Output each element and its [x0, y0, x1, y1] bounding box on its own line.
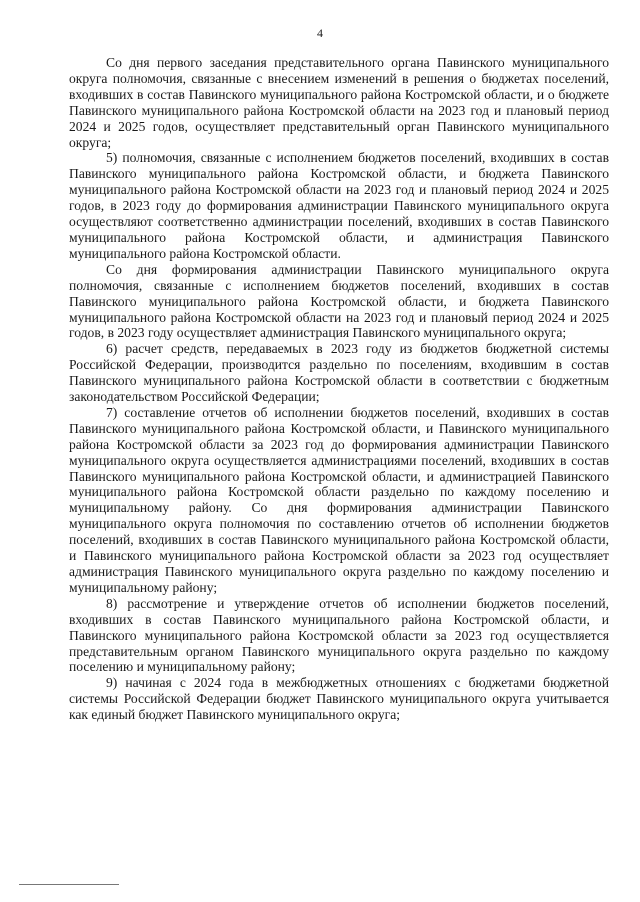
paragraph-item-6: 6) расчет средств, передаваемых в 2023 году из бюджетов бюджетной системы Российской Федерации, производится раздельно по поселениям, входившим в состав Павинского муниципального района Костромской области в соответствии с бюджетным законодательством Российской Федерации;: [69, 341, 609, 405]
paragraph-administration-powers: Со дня формирования администрации Павинского муниципального округа полномочия, связанные с исполнением бюджетов поселений, входивших в состав Павинского муниципального района Костромской области, и бюджета Павинского муниципального района Костромской области на 2023 год и плановый период 2024 и 2025 годов, в 2023 году осуществляет администрация Павинского муниципального округа;: [69, 261, 609, 341]
page-number: 4: [317, 26, 323, 40]
document-body: [69, 55, 609, 723]
footer-divider: [19, 884, 119, 885]
paragraph-council-powers: Со дня первого заседания представительного органа Павинского муниципального округа полномочия, связанные с внесением изменений в решения о бюджетах поселений, входивших в состав Павинского муниципального района Костромской области, и о бюджете Павинского муниципального района Костромской области на 2023 год и плановый период 2024 и 2025 годов, осуществляет представительный орган Павинского муниципального округа;: [69, 55, 609, 150]
paragraph-item-9: 9) начиная с 2024 года в межбюджетных отношениях с бюджетами бюджетной системы Российской Федерации бюджет Павинского муниципального округа учитывается как единый бюджет Павинского муниципального округа;: [69, 675, 609, 723]
paragraph-item-7: 7) составление отчетов об исполнении бюджетов поселений, входивших в состав Павинского муниципального района Костромской области, и Павинского муниципального района Костромской области за 2023 год до формирования администрации Павинского муниципального округа осуществляется администрациями поселений, входивших в состав Павинского муниципального района Костромской области, и администрацией Павинского муниципального района Костромской области раздельно по каждому поселению и муниципальному району. Со дня формирования администрации Павинского муниципального округа полномочия по составлению отчетов об исполнении бюджетов поселений, входивших в состав Павинского муниципального района Костромской области, и Павинского муниципального района Костромской области за 2023 год осуществляет администрация Павинского муниципального округа раздельно по каждому поселению и муниципальному району;: [69, 404, 609, 595]
paragraph-item-5: 5) полномочия, связанные с исполнением бюджетов поселений, входивших в состав Павинского муниципального района Костромской области, и бюджета Павинского муниципального района Костромской области на 2023 год и плановый период 2024 и 2025 годов, в 2023 году до формирования администрации Павинского муниципального округа осуществляют соответственно администрации поселений, входивших в состав Павинского муниципального района Костромской области, и администрация Павинского муниципального района Костромской области.: [69, 150, 609, 261]
paragraph-item-8: 8) рассмотрение и утверждение отчетов об исполнении бюджетов поселений, входивших в состав Павинского муниципального района Костромской области, и Павинского муниципального района Костромской области за 2023 год осуществляется представительным органом Павинского муниципального округа раздельно по каждому поселению и муниципальному району;: [69, 595, 609, 675]
